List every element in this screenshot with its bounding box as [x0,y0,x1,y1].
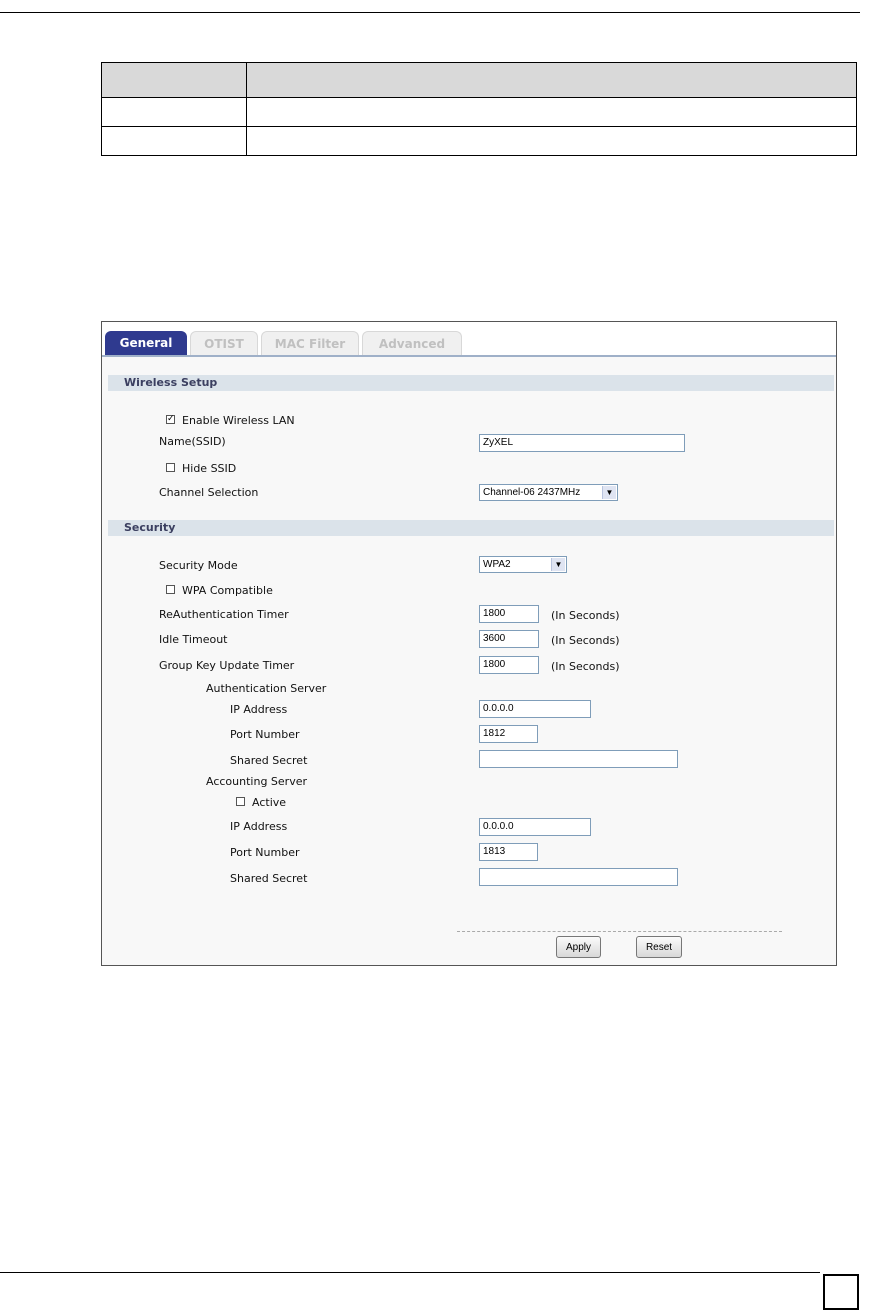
channel-selection-label: Channel Selection [159,486,259,499]
hide-ssid-label: Hide SSID [182,462,237,475]
auth-ip-address-input[interactable]: 0.0.0.0 [479,700,591,718]
idle-unit-label: (In Seconds) [551,634,620,647]
tab-underline [102,355,836,357]
hide-ssid-checkbox[interactable] [166,463,175,472]
accounting-active-label: Active [252,796,287,809]
doc-table-cell [102,127,247,156]
channel-selection-select[interactable] [479,484,618,501]
acct-ip-address-label: IP Address [230,820,288,833]
group-key-update-timer-input[interactable]: 1800 [479,656,539,674]
divider [457,931,782,932]
acct-port-number-input[interactable]: 1813 [479,843,538,861]
auth-port-number-label: Port Number [230,728,300,741]
checkmark-icon: ✓ [167,414,175,424]
authentication-server-label: Authentication Server [206,682,327,695]
group-key-update-timer-label: Group Key Update Timer [159,659,295,672]
enable-wireless-lan-label: Enable Wireless LAN [182,414,295,427]
acct-shared-secret-label: Shared Secret [230,872,308,885]
footer-rule [0,1272,820,1273]
security-mode-value: WPA2 [483,559,511,570]
security-mode-label: Security Mode [159,559,238,572]
page-number-box [823,1274,859,1310]
idle-timeout-input[interactable]: 3600 [479,630,539,648]
section-title: Wireless Setup [124,376,218,389]
doc-table-cell [102,98,247,127]
acct-shared-secret-input[interactable] [479,868,678,886]
doc-table-cell [247,127,857,156]
doc-table-row [102,127,857,156]
wpa-compatible-checkbox[interactable] [166,585,175,594]
accounting-active-checkbox[interactable] [236,797,245,806]
auth-ip-address-label: IP Address [230,703,288,716]
idle-timeout-label: Idle Timeout [159,633,228,646]
reauthentication-timer-label: ReAuthentication Timer [159,608,289,621]
tab-bar [102,322,836,356]
wireless-setup-header [108,375,834,391]
apply-button[interactable]: Apply [556,936,601,958]
doc-table [101,62,857,156]
doc-table-row [102,98,857,127]
ssid-input[interactable]: ZyXEL [479,434,685,452]
security-header [108,520,834,536]
accounting-server-label: Accounting Server [206,775,307,788]
enable-wireless-lan-checkbox[interactable] [166,415,175,424]
gkut-unit-label: (In Seconds) [551,660,620,673]
chevron-down-icon[interactable]: ▼ [602,486,616,499]
tab-otist[interactable]: OTIST [190,331,258,355]
acct-port-number-label: Port Number [230,846,300,859]
reauth-unit-label: (In Seconds) [551,609,620,622]
security-mode-select[interactable] [479,556,567,573]
tab-advanced[interactable]: Advanced [362,331,462,355]
ssid-label: Name(SSID) [159,435,226,448]
reset-button[interactable]: Reset [636,936,682,958]
header-rule [0,12,860,13]
wireless-settings-screenshot [101,321,837,966]
channel-selection-value: Channel-06 2437MHz [483,487,581,498]
doc-table-header-row [102,63,857,98]
doc-table-header-cell [102,63,247,98]
tab-mac-filter[interactable]: MAC Filter [261,331,359,355]
doc-table-cell [247,98,857,127]
auth-shared-secret-input[interactable] [479,750,678,768]
acct-ip-address-input[interactable]: 0.0.0.0 [479,818,591,836]
tab-general[interactable]: General [105,331,187,355]
reauthentication-timer-input[interactable]: 1800 [479,605,539,623]
wpa-compatible-label: WPA Compatible [182,584,273,597]
doc-table-header-cell [247,63,857,98]
section-title: Security [124,521,176,534]
auth-port-number-input[interactable]: 1812 [479,725,538,743]
auth-shared-secret-label: Shared Secret [230,754,308,767]
chevron-down-icon[interactable]: ▼ [551,558,565,571]
